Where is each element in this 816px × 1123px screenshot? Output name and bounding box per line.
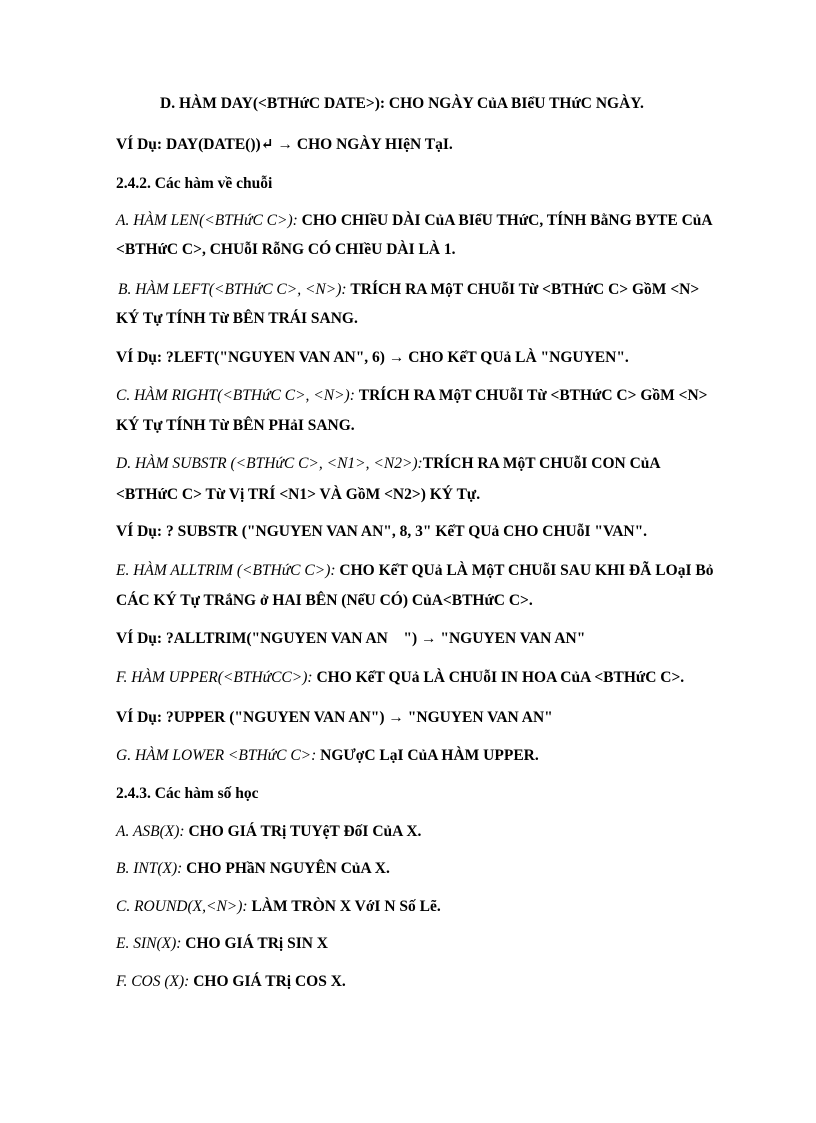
function-signature: D. HÀM SUBSTR (<BTHứC C>, <N1>, <N2>): xyxy=(116,455,423,472)
text-line xyxy=(160,94,644,114)
function-signature: A. HÀM LEN(<BTHứC C>): xyxy=(116,212,302,229)
text-line xyxy=(116,822,421,842)
text-line xyxy=(116,934,328,954)
example-line xyxy=(116,522,647,542)
text-line xyxy=(116,416,355,436)
text-line xyxy=(116,859,390,879)
function-description: CHO GIÁ TRị TUYệT ĐốI CủA X. xyxy=(188,823,422,840)
function-description: CHO KếT QUả LÀ CHUỗI IN HOA CủA <BTHứC C>. xyxy=(316,669,685,686)
text-line xyxy=(116,211,713,231)
text-line xyxy=(116,386,708,406)
function-signature: E. SIN(X): xyxy=(116,935,186,952)
text-line xyxy=(116,591,533,611)
function-description: CHO PHầN NGUYÊN CủA X. xyxy=(186,860,390,877)
text-line xyxy=(116,897,441,917)
line-text: D. HÀM DAY(<BTHứC DATE>): CHO NGÀY CủA BIểU THứC NGÀY. xyxy=(160,95,644,112)
text-line xyxy=(116,668,684,688)
function-signature: A. ASB(X): xyxy=(116,823,189,840)
function-signature: F. HÀM UPPER(<BTHứCC>): xyxy=(116,669,317,686)
example-line xyxy=(116,708,553,728)
text-line xyxy=(116,135,453,155)
function-signature: B. INT(X): xyxy=(116,860,187,877)
function-description: CHO GIÁ TRị SIN X xyxy=(185,935,328,952)
text-line xyxy=(116,485,480,505)
example-text: VÍ Dụ: ?UPPER ("NGUYEN VAN AN") → "NGUYEN VAN AN" xyxy=(116,709,553,726)
text-line xyxy=(116,972,346,992)
text-line xyxy=(116,746,539,766)
example-text: VÍ Dụ: ?ALLTRIM("NGUYEN VAN AN ") → "NGUYEN VAN AN" xyxy=(116,630,586,647)
function-description: TRÍCH RA MộT CHUỗI Từ <BTHứC C> GồM <N> xyxy=(350,281,700,298)
function-signature: E. HÀM ALLTRIM (<BTHứC C>): xyxy=(116,562,340,579)
section-heading xyxy=(116,784,259,804)
example-line xyxy=(116,348,629,368)
function-description: NGƯợC LạI CủA HÀM UPPER. xyxy=(320,747,539,764)
line-text: VÍ Dụ: DAY(DATE())↵ → CHO NGÀY HIệN TạI. xyxy=(116,136,453,153)
function-description: CHO KếT QUả LÀ MộT CHUỗI SAU KHI ĐÃ LOạI Bỏ xyxy=(339,562,714,579)
line-text: <BTHứC C> Từ Vị TRÍ <N1> VÀ GồM <N2>) KÝ Tự. xyxy=(116,486,481,503)
example-text: VÍ Dụ: ? SUBSTR ("NGUYEN VAN AN", 8, 3" KếT QUả CHO CHUỗI "VAN". xyxy=(116,523,648,540)
section-heading xyxy=(116,174,272,194)
text-line xyxy=(116,240,456,260)
function-signature: C. ROUND(X,<N>): xyxy=(116,898,252,915)
heading-text: 2.4.3. Các hàm số học xyxy=(116,785,259,802)
text-line xyxy=(116,454,661,474)
function-signature: F. COS (X): xyxy=(116,973,194,990)
example-line xyxy=(116,629,585,649)
text-line xyxy=(116,309,358,329)
text-line xyxy=(118,280,699,300)
line-text: <BTHứC C>, CHUỗI RỗNG CÓ CHIềU DÀI LÀ 1. xyxy=(116,241,456,258)
function-signature: B. HÀM LEFT(<BTHứC C>, <N>): xyxy=(118,281,351,298)
function-description: TRÍCH RA MộT CHUỗI Từ <BTHứC C> GồM <N> xyxy=(358,387,708,404)
line-text: KÝ Tự TÍNH Từ BÊN PHảI SANG. xyxy=(116,417,355,434)
example-text: VÍ Dụ: ?LEFT("NGUYEN VAN AN", 6) → CHO KếT QUả LÀ "NGUYEN". xyxy=(116,349,629,366)
line-text: KÝ Tự TÍNH Từ BÊN TRÁI SANG. xyxy=(116,310,358,327)
text-line xyxy=(116,561,713,581)
function-description: TRÍCH RA MộT CHUỗI CON CủA xyxy=(422,455,661,472)
heading-text: 2.4.2. Các hàm về chuỗi xyxy=(116,175,273,192)
function-signature: G. HÀM LOWER <BTHứC C>: xyxy=(116,747,321,764)
function-description: CHO CHIềU DÀI CủA BIểU THứC, TÍNH BằNG BYTE CủA xyxy=(301,212,713,229)
function-signature: C. HÀM RIGHT(<BTHứC C>, <N>): xyxy=(116,387,359,404)
function-description: LÀM TRÒN X VớI N Số Lẽ. xyxy=(251,898,441,915)
line-text: CÁC KÝ Tự TRắNG ở HAI BÊN (NếU CÓ) CủA<BTHứC C>. xyxy=(116,592,533,609)
function-description: CHO GIÁ TRị COS X. xyxy=(193,973,346,990)
